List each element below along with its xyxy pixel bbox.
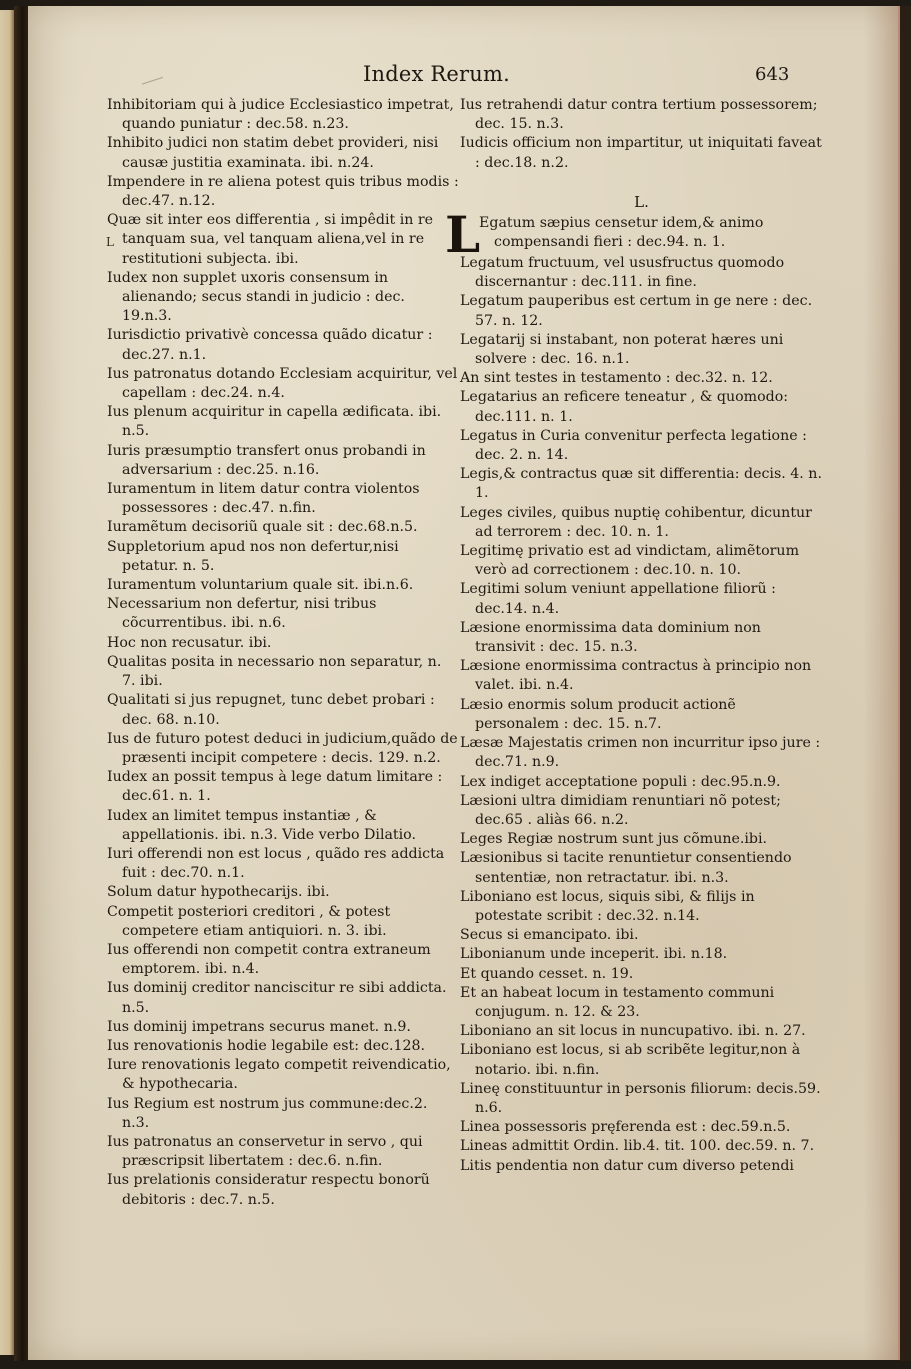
index-entry [460, 734, 823, 772]
index-entry [107, 518, 459, 537]
entry-text: Legatum pauperibus est certum in ge nere : dec. 57. n. 12. [460, 293, 813, 329]
entry-text: Ius dominij impetrans securus manet. n.9. [107, 1018, 411, 1035]
index-entry-dropcap [445, 205, 823, 265]
entry-text: Liboniano an sit locus in nuncupativo. ibi. n. 27. [460, 1023, 806, 1040]
index-entry [460, 888, 823, 926]
entry-text: Ius retrahendi datur contra tertium possessorem; dec. 15. n.3. [460, 97, 818, 133]
entry-text: Læsione enormissima contractus à principio non valet. ibi. n.4. [460, 658, 812, 694]
index-entry [107, 403, 459, 441]
index-entry [460, 369, 823, 388]
entry-text: Læsæ Majestatis crimen non incurritur ipso jure : dec.71. n.9. [460, 735, 821, 771]
index-entry [460, 1041, 823, 1079]
entry-text: Liboniano est locus, siquis sibi, & filijs in potestate scribit : dec.32. n.14. [460, 888, 755, 924]
entry-text: Leges Regiæ nostrum sunt jus cõmune.ibi. [460, 831, 768, 848]
index-entry [107, 538, 459, 576]
index-entry [460, 792, 823, 830]
entry-text: Iuramentum voluntarium quale sit. ibi.n.6. [107, 577, 414, 594]
entry-text: Iuris præsumptio transfert onus probandi in adversarium : dec.25. n.16. [107, 442, 426, 478]
index-entry [107, 365, 459, 403]
index-entry [107, 480, 459, 518]
entry-text: Iuramentum in litem datur contra violentos possessores : dec.47. n.fin. [107, 481, 420, 517]
entry-text: Ius de futuro potest deduci in judicium,quãdo de præsenti incipit competere : decis. 129. n.2. [107, 730, 458, 766]
index-entry [107, 326, 459, 364]
index-entry [460, 254, 823, 292]
entry-text: Læsionibus si tacite renuntietur consentiendo sententiæ, non retractatur. ibi. n.3. [460, 850, 792, 886]
entry-text: Ius Regium est nostrum jus commune:dec.2. n.3. [107, 1095, 428, 1131]
entry-text: Iudex an limitet tempus instantiæ , & appellationis. ibi. n.3. Vide verbo Dilatio. [107, 807, 416, 843]
index-entry [460, 580, 823, 618]
entry-text: Inhibito judici non statim debet provideri, nisi causæ justitia examinata. ibi. n.24. [107, 135, 439, 171]
index-entry [107, 1056, 459, 1094]
index-entry [107, 1095, 459, 1133]
entry-text: Legatarius an reficere teneatur , & quomodo: dec.111. n. 1. [460, 389, 789, 425]
index-entry [460, 504, 823, 542]
entry-text: Iudex non supplet uxoris consensum in alienando; secus standi in judicio : dec. 19.n.3. [107, 269, 405, 325]
page-number: 643 [755, 64, 790, 85]
index-entry [460, 427, 823, 465]
entry-text: Et an habeat locum in testamento communi conjugum. n. 12. & 23. [460, 984, 775, 1020]
entry-text: Et quando cesset. n. 19. [460, 965, 634, 982]
entry-text: Solum datur hypothecarijs. ibi. [107, 884, 330, 901]
index-entry [460, 331, 823, 369]
left-column [107, 96, 459, 1210]
index-entry [107, 730, 459, 768]
section-letter: L. [634, 192, 649, 211]
index-entry [107, 1133, 459, 1171]
entry-text: Iudicis officium non impartitur, ut iniquitati faveat : dec.18. n.2. [460, 135, 822, 171]
entry-text: Qualitas posita in necessario non separatur, n. 7. ibi. [107, 653, 442, 690]
entry-text: Læsioni ultra dimidiam renuntiari nõ potest; dec.65 . aliàs 66. n.2. [460, 792, 781, 828]
entry-text: Quæ sit inter eos differentia , si impêdit in re tanquam sua, vel tanquam aliena,vel in re restitutioni subjecta. ibi. [107, 212, 434, 267]
index-entry [460, 830, 823, 849]
index-entry [107, 96, 459, 134]
entry-text: Lineas admittit Ordin. lib.4. tit. 100. dec.59. n. 7. [460, 1138, 815, 1155]
index-entry [460, 984, 823, 1022]
entry-text: Iurisdictio privativè concessa quãdo dicatur : dec.27. n.1. [107, 327, 433, 363]
entry-text: Litis pendentia non datur cum diverso petendi [460, 1157, 794, 1174]
entry-text: Leges civiles, quibus nuptię cohibentur, dicuntur ad terrorem : dec. 10. n. 1. [460, 504, 812, 540]
page-header [28, 62, 898, 96]
index-entry [107, 1018, 459, 1037]
entry-text: Egatum sæpius censetur idem,& animo compensandi fieri : dec.94. n. 1. [479, 215, 764, 251]
entry-text: Legitimi solum veniunt appellatione filiorũ : dec.14. n.4. [460, 581, 776, 617]
index-entry [107, 576, 459, 595]
entry-text: Ius dominij creditor nanciscitur re sibi addicta. n.5. [107, 980, 447, 1016]
index-entry [460, 657, 823, 695]
entry-text: Liboniano est locus, si ab scribẽte legitur,non à notario. ibi. n.fin. [460, 1042, 801, 1078]
right-column [445, 96, 823, 1176]
entry-text: Necessarium non defertur, nisi tribus cõcurrentibus. ibi. n.6. [107, 596, 377, 632]
index-entry [107, 595, 459, 633]
marginal-mark: L [106, 235, 114, 249]
index-entry [460, 292, 823, 330]
index-entry [460, 619, 823, 657]
entry-text: Hoc non recusatur. ibi. [107, 634, 272, 651]
adjacent-page-edge [0, 10, 14, 1355]
entry-text: Ius patronatus an conservetur in servo , qui præscripsit libertatem : dec.6. n.fin. [107, 1133, 423, 1170]
entry-text: Libonianum unde inceperit. ibi. n.18. [460, 946, 728, 963]
index-entry [460, 926, 823, 945]
entry-text: An sint testes in testamento : dec.32. n. 12. [460, 370, 773, 387]
entry-text: Ius patronatus dotando Ecclesiam acquiritur, vel capellam : dec.24. n.4. [107, 365, 458, 402]
entry-text: Inhibitoriam qui à judice Ecclesiastico impetrat, quando puniatur : dec.58. n.23. [107, 97, 454, 133]
index-entry [107, 883, 459, 902]
entry-text: Qualitati si jus repugnet, tunc debet probari : dec. 68. n.10. [107, 692, 435, 728]
drop-cap: L [445, 205, 481, 265]
entry-text: Impendere in re aliena potest quis tribus modis : dec.47. n.12. [107, 173, 459, 210]
entry-text: Legatum fructuum, vel ususfructus quomodo discernantur : dec.111. in fine. [460, 255, 785, 291]
entry-text: Lineę constituuntur in personis filiorum: decis.59. n.6. [460, 1080, 821, 1116]
index-entry [460, 773, 823, 792]
index-entry [460, 134, 823, 172]
index-entry [107, 845, 459, 883]
entry-text: Iure renovationis legato competit reivendicatio, & hypothecaria. [107, 1057, 451, 1093]
index-entry [107, 634, 459, 653]
index-entry [460, 1080, 823, 1118]
book-gutter [14, 6, 28, 1361]
entry-text: Competit posteriori creditori , & potest competere etiam antiquiori. n. 3. ibi. [107, 903, 391, 939]
index-entry [107, 941, 459, 979]
index-entry [460, 542, 823, 580]
index-entry [107, 979, 459, 1017]
entry-text: Legatus in Curia convenitur perfecta legatione : dec. 2. n. 14. [460, 427, 807, 464]
index-entry [460, 388, 823, 426]
entry-text: Legitimę privatio est ad vindictam, alimẽtorum verò ad correctionem : dec.10. n. 10. [460, 543, 800, 579]
index-entry [107, 134, 459, 172]
index-entry [460, 1118, 823, 1137]
entry-text: Secus si emancipato. ibi. [460, 927, 639, 944]
entry-text: Iudex an possit tempus à lege datum limitare : dec.61. n. 1. [107, 769, 443, 805]
index-entry [107, 691, 459, 729]
entry-text: Ius renovationis hodie legabile est: dec.128. [107, 1037, 426, 1054]
entry-text: Ius plenum acquiritur in capella ædificata. ibi. n.5. [107, 404, 442, 440]
index-entry [107, 1171, 459, 1209]
index-entry [460, 849, 823, 887]
index-entry [107, 653, 459, 691]
entry-text: Ius offerendi non competit contra extraneum emptorem. ibi. n.4. [107, 941, 431, 978]
index-entry [460, 965, 823, 984]
entry-text: Suppletorium apud nos non defertur,nisi petatur. n. 5. [107, 538, 399, 574]
book-page [28, 6, 900, 1360]
entry-text: Legatarij si instabant, non poterat hæres uni solvere : dec. 16. n.1. [460, 331, 784, 368]
index-entry [107, 442, 459, 480]
index-entry [460, 945, 823, 964]
index-entry [460, 696, 823, 734]
index-entry [107, 173, 459, 211]
entry-text: Iuri offerendi non est locus , quãdo res addicta fuit : dec.70. n.1. [107, 845, 445, 882]
entry-text: Linea possessoris pręferenda est : dec.59.n.5. [460, 1119, 791, 1136]
index-entry [107, 807, 459, 845]
index-entry [107, 768, 459, 806]
index-entry [460, 1022, 823, 1041]
index-entry [107, 1037, 459, 1056]
entry-text: Lex indiget acceptatione populi : dec.95.n.9. [460, 773, 781, 790]
index-entry [107, 269, 459, 327]
entry-text: Legis,& contractus quæ sit differentia: decis. 4. n. 1. [460, 466, 822, 502]
index-entry [460, 1157, 823, 1176]
entry-text: Læsione enormissima data dominium non transivit : dec. 15. n.3. [460, 619, 761, 656]
entry-text: Ius prelationis consideratur respectu bonorũ debitoris : dec.7. n.5. [107, 1172, 430, 1208]
index-entry [460, 465, 823, 503]
index-entry [107, 211, 459, 269]
index-entry [460, 1137, 823, 1156]
running-title: Index Rerum. [363, 62, 511, 86]
index-entry [107, 903, 459, 941]
entry-text: Læsio enormis solum producit actionẽ personalem : dec. 15. n.7. [460, 696, 736, 732]
entry-text: Iuramẽtum decisoriũ quale sit : dec.68.n.5. [107, 519, 418, 536]
index-entry [460, 96, 823, 134]
